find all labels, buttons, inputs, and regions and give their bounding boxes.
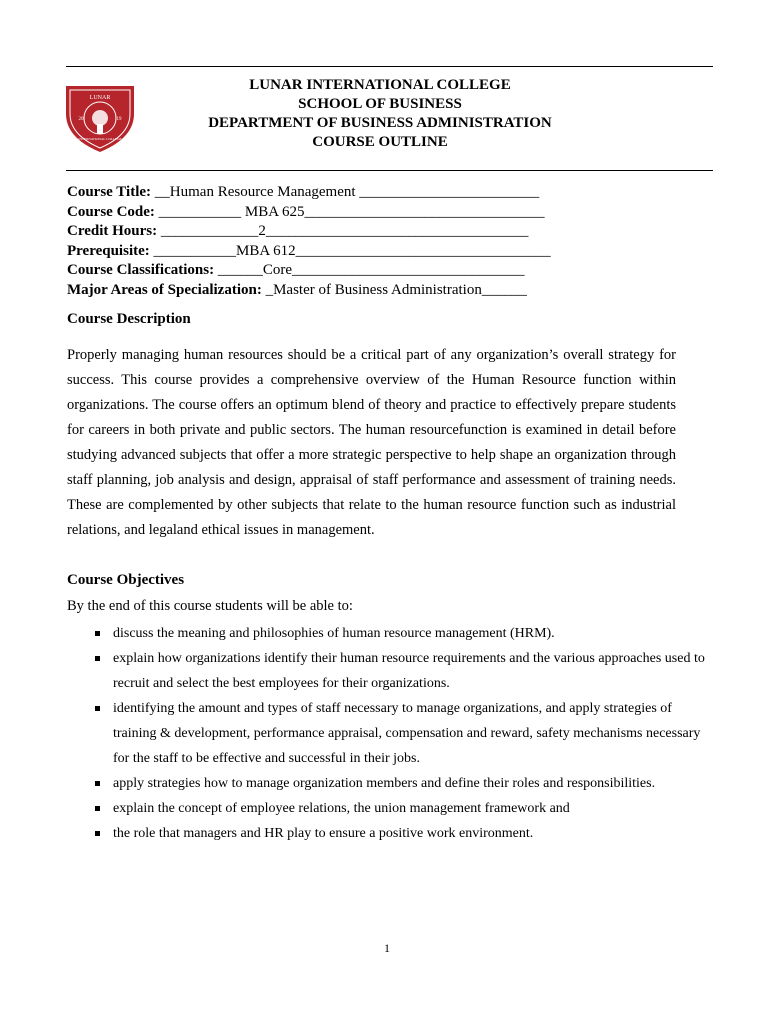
objectives-intro: By the end of this course students will be able to: [67, 598, 353, 614]
document-header [150, 76, 610, 152]
top-rule [66, 66, 713, 67]
field-specialization: Major Areas of Specialization: _Master of Business Administration______ [67, 281, 527, 298]
list-item: identifying the amount and types of staff necessary to manage organizations, and apply strategies of training & development, performance appraisal, compensation and reward, safety mechanisms necessary for the staff to be effective and successful in their jobs. [93, 696, 713, 771]
department-name: DEPARTMENT OF BUSINESS ADMINISTRATION [208, 115, 552, 131]
description-text: Properly managing human resources should be a critical part of any organization’s overall strategy for success. This course provides a comprehensive overview of the Human Resource function within organizations. The course offers an optimum blend of theory and practice to effectively prepare students for careers in both private and public sectors. The human resourcefunction is examined in detail before studying advanced subjects that offer a more strategic perspective to help shape an organization through staff planning, job analysis and design, appraisal of staff performance and assessment of training needs. These are complemented by other subjects that relate to the human resource function such as industrial relations, and legaland ethical issues in management. [67, 347, 676, 538]
logo-text-sub: INTERNATIONAL COLLEGE [78, 137, 122, 141]
course-info [67, 183, 551, 301]
document-title: COURSE OUTLINE [312, 134, 448, 150]
description-heading: Course Description [67, 311, 191, 327]
objectives-heading: Course Objectives [67, 572, 185, 588]
list-item: explain the concept of employee relations, the union management framework and [93, 796, 713, 821]
page-number: 1 [384, 941, 390, 955]
list-item: the role that managers and HR play to ensure a positive work environment. [93, 821, 713, 846]
field-prerequisite: Prerequisite: ___________MBA 612__________________________________ [67, 242, 551, 259]
college-logo [60, 78, 140, 154]
field-classification: Course Classifications: ______Core_______________________________ [67, 262, 525, 279]
field-course-code: Course Code: ___________ MBA 625________________________________ [67, 203, 545, 220]
list-item: apply strategies how to manage organization members and define their roles and responsibilities. [93, 771, 713, 796]
bullet-icon [95, 656, 100, 661]
header-rule [66, 170, 713, 171]
list-item: explain how organizations identify their human resource requirements and the various approaches used to recruit and select the best employees for their organizations. [93, 646, 713, 696]
bullet-icon [95, 631, 100, 636]
bullet-icon [95, 806, 100, 811]
bullet-icon [95, 781, 100, 786]
school-name: SCHOOL OF BUSINESS [298, 96, 462, 112]
list-item: discuss the meaning and philosophies of human resource management (HRM). [93, 621, 713, 646]
bullet-icon [95, 831, 100, 836]
logo-text-top: LUNAR [89, 95, 111, 101]
logo-year-left: 20 [78, 117, 84, 122]
college-name: LUNAR INTERNATIONAL COLLEGE [249, 77, 511, 93]
logo-year-right: 19 [116, 117, 122, 122]
field-course-title: Course Title: __Human Resource Management ________________________ [67, 184, 540, 200]
field-credit-hours: Credit Hours: _____________2___________________________________ [67, 223, 529, 240]
objectives-list [93, 621, 713, 846]
bullet-icon [95, 706, 100, 711]
